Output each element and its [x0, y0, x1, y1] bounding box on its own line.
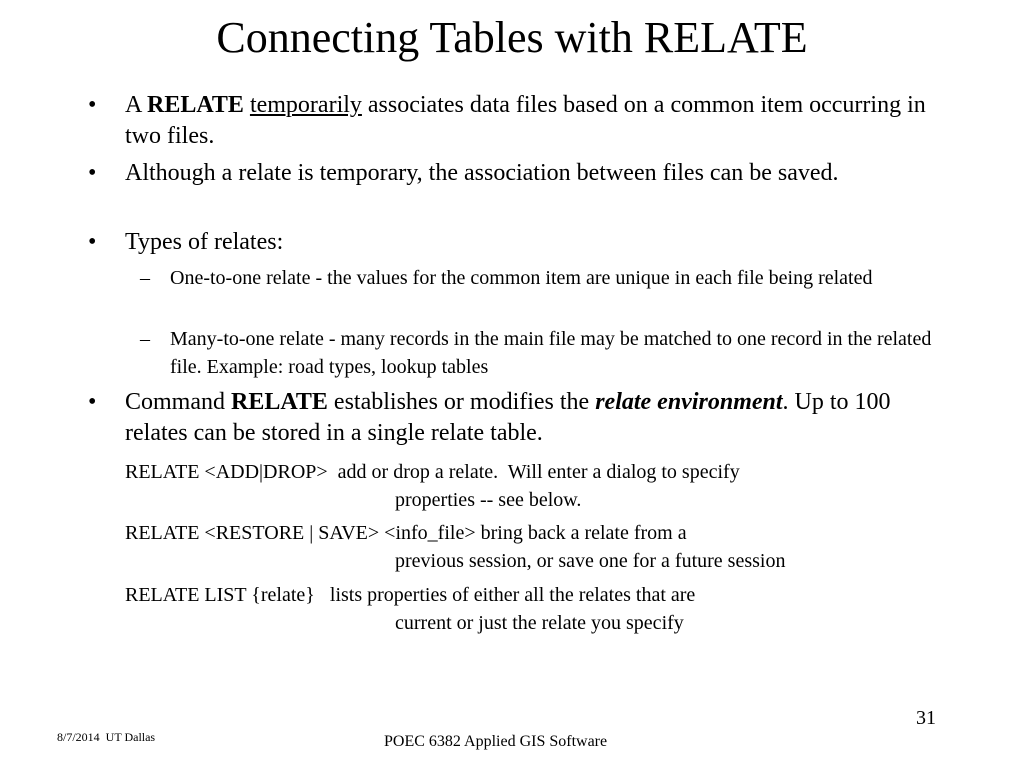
- bullet-marker: •: [88, 389, 97, 415]
- subbullet-marker: –: [140, 267, 150, 289]
- command-line: RELATE <RESTORE | SAVE> <info_file> bring back a relate from a: [125, 522, 687, 544]
- subbullet-many-to-one: [140, 325, 950, 381]
- bullet-command-relate: [88, 387, 945, 449]
- emphasis-temporarily: temporarily: [249, 92, 362, 118]
- slide-title: Connecting Tables with RELATE: [216, 13, 808, 62]
- emphasis-relate-environment: relate environment: [595, 389, 783, 415]
- command-add-drop: [125, 458, 945, 514]
- footer-course: POEC 6382 Applied GIS Software: [384, 733, 608, 750]
- bullet-text: Types of relates:: [125, 229, 284, 255]
- subbullet-text: One-to-one relate - the values for the common item are unique in each file being related: [170, 267, 873, 289]
- bullet-relate-saved: [88, 158, 945, 189]
- subbullet-text: Many-to-one relate - many records in the main file may be matched to one record in the related file. Example: road types, lookup tables: [170, 328, 932, 378]
- page-number: 31: [916, 707, 936, 729]
- bullet-types-of-relates: [88, 227, 945, 258]
- command-description: previous session, or save one for a future session: [395, 550, 786, 572]
- subbullet-marker: –: [140, 328, 150, 350]
- bullet-text: establishes or modifies the: [327, 389, 596, 415]
- bullet-marker: •: [88, 160, 97, 186]
- command-line: RELATE LIST {relate} lists properties of either all the relates that are: [125, 584, 696, 606]
- bullet-text: . Up to 100 relates can be stored in a single relate table.: [125, 389, 891, 446]
- subbullet-one-to-one: [140, 264, 950, 292]
- command-line: RELATE <ADD|DROP> add or drop a relate. Will enter a dialog to specify: [125, 461, 740, 483]
- bullet-text: Although a relate is temporary, the association between files can be saved.: [125, 160, 839, 186]
- bullet-text: A: [125, 92, 148, 118]
- bullet-text: associates data files based on a common item occurring in two files.: [125, 92, 926, 149]
- footer-date-org: 8/7/2014 UT Dallas: [57, 730, 156, 744]
- keyword-relate: RELATE: [147, 92, 244, 118]
- bullet-relate-definition: [88, 90, 945, 152]
- bullet-marker: •: [88, 92, 97, 118]
- command-list: [125, 581, 945, 637]
- bullet-marker: •: [88, 229, 97, 255]
- command-restore-save: [125, 519, 945, 575]
- command-description: current or just the relate you specify: [395, 612, 684, 634]
- keyword-relate: RELATE: [231, 389, 328, 415]
- bullet-text: Command: [125, 389, 231, 415]
- command-description: properties -- see below.: [395, 489, 582, 511]
